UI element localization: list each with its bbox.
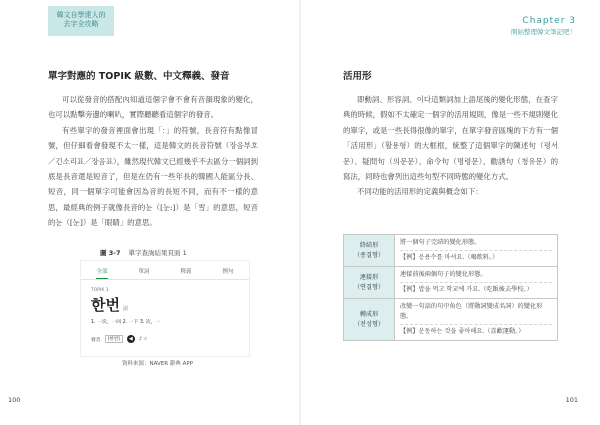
pronunciation-extra: ♪ ☆ [138, 336, 148, 342]
figure-label: 圖 3-7 [100, 249, 121, 257]
chapter-number: Chapter 3 [522, 16, 576, 26]
conjugation-definition-table [343, 234, 558, 341]
section-heading-conjugation: 活用形 [343, 71, 372, 82]
dictionary-tabs [81, 261, 249, 280]
table-row [344, 267, 558, 299]
table-row [344, 235, 558, 267]
section-heading-topik: 單字對應的 TOPIK 級數、中文釋義、發音 [48, 71, 230, 82]
pronunciation-label: 發音 [91, 337, 101, 343]
book-title-line-1: 韓文自學達人的 [56, 11, 106, 19]
headword [91, 294, 128, 315]
term-zh: 轉成形 [359, 310, 379, 318]
term-ko: （전성형） [353, 320, 385, 328]
tab-meanings[interactable]: 釋義 [180, 269, 192, 275]
topik-level: TOPIK 1 [91, 288, 109, 293]
page-number-left: 100 [8, 396, 21, 404]
word-meaning: 1. 一次，一回 2. 一下 3. 次，一 [91, 320, 161, 325]
right-page [300, 0, 600, 425]
page-number-right: 101 [565, 396, 578, 404]
example-line: 【例】응용수를 마셔요.（喝飲料。） [400, 254, 499, 261]
speaker-icon[interactable]: ◀ [127, 335, 135, 343]
definition-line: 將一個句子完結的變化形態。 [400, 238, 552, 251]
chapter-header [511, 16, 576, 36]
example-line: 【例】밥을 먹고 학교에 가요.（吃飯後去學校。） [400, 286, 533, 293]
description-cell [395, 235, 558, 267]
definition-line: 改變一句話的句中角色（將動詞變成名詞）的變化形態。 [400, 302, 552, 325]
chapter-title: 開始整理韓文筆記吧！ [511, 28, 576, 36]
right-body-text [343, 92, 558, 200]
headword-text: 한번 [91, 296, 120, 314]
term-ko: （종결형） [353, 251, 385, 259]
term-cell [344, 299, 395, 341]
term-cell [344, 267, 395, 299]
pronunciation-value: [한번] [105, 335, 123, 343]
tab-examples[interactable]: 例句 [222, 269, 234, 275]
dictionary-screenshot [80, 260, 250, 357]
tab-all[interactable]: 全部 [96, 267, 107, 279]
left-body-text [48, 92, 258, 231]
pronunciation-row [91, 335, 148, 343]
figure-caption [100, 248, 187, 257]
figure-caption-text: 單字查詢結果頁面 1 [128, 249, 187, 257]
term-zh: 終結形 [359, 241, 379, 249]
paragraph: 不同功能的活用形的定義與概念如下： [357, 187, 483, 197]
paragraph: 可以從發音的搭配內知道這個字會不會有音韻現象的變化，也可以點擊旁邊的喇叭，實際聽聽看這個字的發音。 [48, 95, 258, 120]
part-of-speech: 副 [122, 306, 128, 312]
tab-words[interactable]: 單詞 [138, 269, 150, 275]
description-cell [395, 299, 558, 341]
paragraph: 即動詞、形容詞、이다這類詞加上語尾後的變化形態，在查字典的時候，假如不太確定一個字的活用規則，像是一些不規則變化的單字，或是一些長得很像的單字，在單字發音區塊的下方有一個「活用形」（활용형）的大框框，統整了這個單字的陳述句（평서문）、疑問句（의문문）、命令句（명령문）、勸誘句（청유문）的寫法，同時也會列出這些句型不同時態的變化方式。 [343, 95, 558, 182]
definition-line: 連接前後兩個句子的變化形態。 [400, 270, 552, 283]
term-ko: （연결형） [353, 283, 385, 291]
table-row [344, 299, 558, 341]
term-zh: 連接形 [359, 273, 379, 281]
book-title-tag [48, 6, 114, 36]
book-title-line-2: 去字全攻略 [63, 20, 99, 28]
term-cell [344, 235, 395, 267]
figure-source: 資料來源：NAVER 辭典 APP [122, 361, 193, 367]
description-cell [395, 267, 558, 299]
example-line: 【例】운동하는 것을 좋아해요.（喜歡運動。） [400, 328, 525, 335]
paragraph: 有些單字的發音裡面會出現「：」的符號，長音符有點像冒號，但仔細看會發現不太一樣，這是韓文的長音符號（장음부호／긴소리표／장음표），雖然現代韓文已經幾乎不去區分一個詞到底是長音還是短音了，但是在仍有一些年長的韓國人能區分長、短音，同一個單字可能會因為音的長短不同，而有不一樣的意思，最經典的例子就像長音的눈（[눈:]）是「雪」的意思，短音的눈（[눈]）是「眼睛」的意思。 [48, 125, 258, 228]
